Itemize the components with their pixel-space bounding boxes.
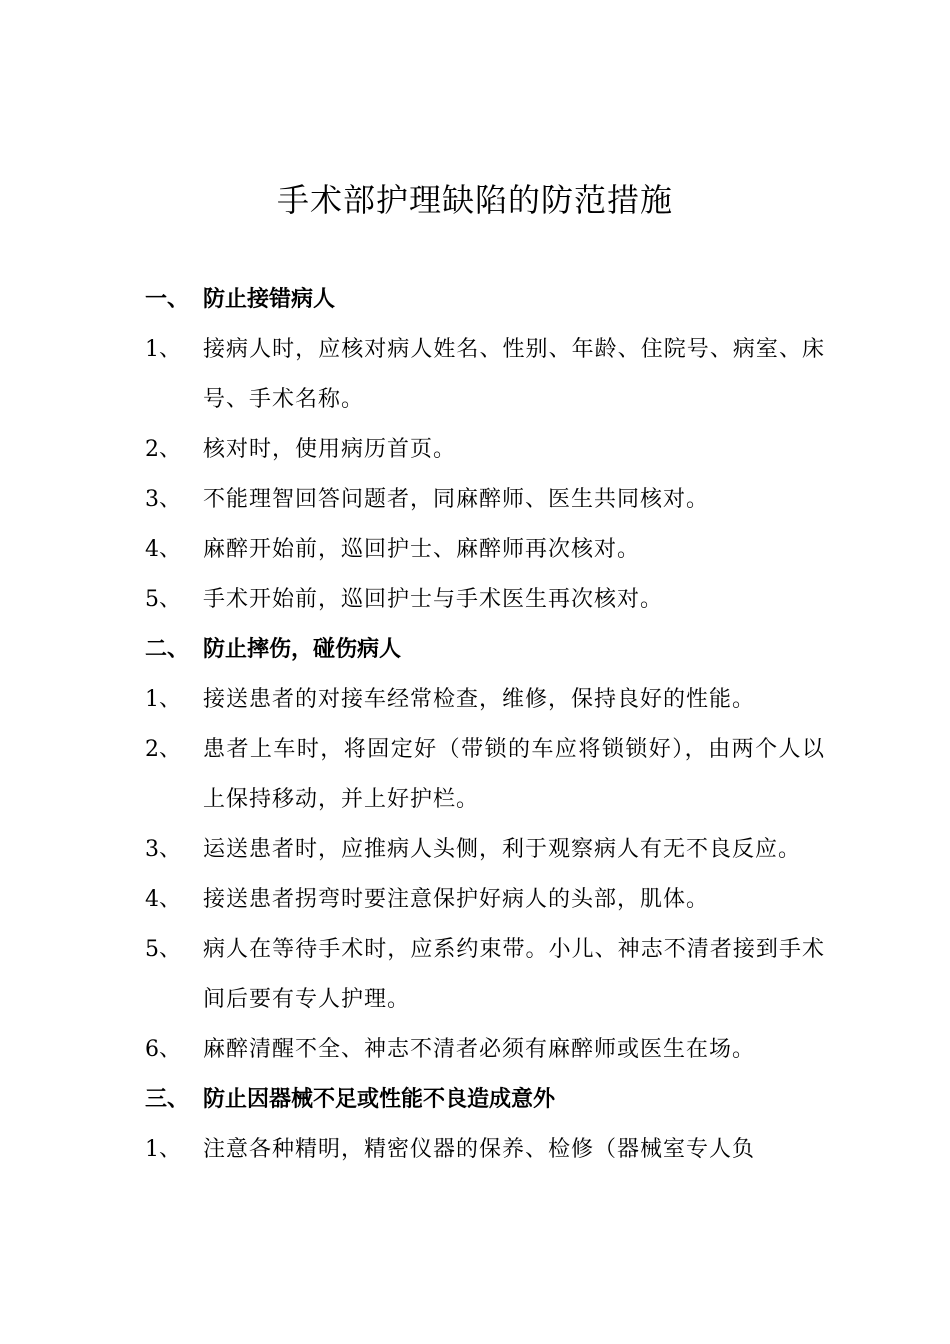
- item-number: 5、: [145, 937, 181, 962]
- item-number: 4、: [145, 537, 181, 562]
- section-heading: [145, 275, 825, 325]
- item-text: 患者上车时，将固定好（带锁的车应将锁锁好），由两个人以上保持移动，并上好护栏。: [203, 737, 825, 812]
- list-item: [145, 1125, 825, 1175]
- item-text: 接送患者拐弯时要注意保护好病人的头部，肌体。: [203, 887, 710, 912]
- item-number: 1、: [145, 687, 181, 712]
- item-text: 麻醉开始前，巡回护士、麻醉师再次核对。: [203, 537, 641, 562]
- section-heading: [145, 1075, 825, 1125]
- item-number: 1、: [145, 337, 181, 362]
- item-text: 核对时，使用病历首页。: [203, 437, 457, 462]
- document-body: [145, 275, 825, 1175]
- item-number: 2、: [145, 437, 181, 462]
- list-item: [145, 525, 825, 575]
- item-text: 麻醉清醒不全、神志不清者必须有麻醉师或医生在场。: [203, 1037, 756, 1062]
- list-item: [145, 325, 825, 425]
- list-item: [145, 1025, 825, 1075]
- item-number: 3、: [145, 837, 181, 862]
- item-text: 手术开始前，巡回护士与手术医生再次核对。: [203, 587, 664, 612]
- section-title: 防止接错病人: [203, 287, 336, 312]
- item-text: 不能理智回答问题者，同麻醉师、医生共同核对。: [203, 487, 710, 512]
- item-text: 注意各种精明，精密仪器的保养、检修（器械室专人负: [203, 1137, 756, 1162]
- item-text: 病人在等待手术时，应系约束带。小儿、神志不清者接到手术间后要有专人护理。: [203, 937, 825, 1012]
- section-title: 防止因器械不足或性能不良造成意外: [203, 1087, 556, 1112]
- list-item: [145, 825, 825, 875]
- item-text: 接病人时，应核对病人姓名、性别、年龄、住院号、病室、床号、手术名称。: [203, 337, 825, 412]
- item-number: 3、: [145, 487, 181, 512]
- list-item: [145, 575, 825, 625]
- item-number: 1、: [145, 1137, 181, 1162]
- document-title: 手术部护理缺陷的防范措施: [276, 181, 673, 219]
- item-text: 运送患者时，应推病人头侧，利于观察病人有无不良反应。: [203, 837, 802, 862]
- item-number: 5、: [145, 587, 181, 612]
- item-text: 接送患者的对接车经常检查，维修，保持良好的性能。: [203, 687, 756, 712]
- list-item: [145, 875, 825, 925]
- list-item: [145, 675, 825, 725]
- section-number: 三、: [145, 1087, 190, 1112]
- list-item: [145, 475, 825, 525]
- section-title: 防止摔伤，碰伤病人: [203, 637, 402, 662]
- item-number: 2、: [145, 737, 181, 762]
- section-heading: [145, 625, 825, 675]
- list-item: [145, 425, 825, 475]
- section-number: 一、: [145, 287, 190, 312]
- list-item: [145, 925, 825, 1025]
- item-number: 6、: [145, 1037, 181, 1062]
- list-item: [145, 725, 825, 825]
- section-number: 二、: [145, 637, 190, 662]
- item-number: 4、: [145, 887, 181, 912]
